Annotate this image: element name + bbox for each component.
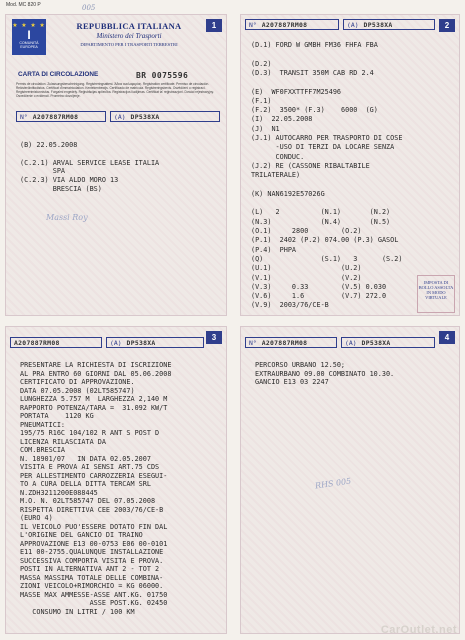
field-line: (F.2) 3500* (F.3) 6000 (G) — [251, 106, 378, 115]
box-label: N° — [20, 112, 28, 121]
plate-number: DP538XA — [363, 20, 393, 29]
multilingual-legend: Permis de circulation. Zulassungsbescheinigung. Registreringsattest. Άδεια κυκλοφορίας. Registration certificate. Permiso de circulación. Rekisteröintitodistus. Certificat d'immatriculation. Kentekenbewijs. Certificado de matrícula. Registreringsbevis. Osvědčení o registraci. Registreerimistunnistus. Forgalmi engedély. Reģistrācijas apliecība. Registracijos liudijimas. Ċertifikat ta' reġistrazzjoni. Dowód rejestracyjny. Osvedčenie o evidencii. Prometno dovoljenje. — [16, 82, 214, 99]
field-line: (V.9) 2003/76/CE-B — [251, 301, 329, 310]
box-label: (A) — [110, 338, 122, 347]
field-line: (C.2.1) ARVAL SERVICE LEASE ITALIA — [20, 159, 160, 167]
country-code: I — [27, 28, 31, 42]
panel-number-badge: 4 — [439, 331, 455, 344]
field-line: (C.2.3) VIA ALDO MORO 13 — [20, 176, 119, 184]
handwritten-signature: RHS 005 — [314, 476, 352, 491]
field-line: (P.1) 2402 (P.2) 074.00 (P.3) GASOL — [251, 236, 399, 245]
form-model-code: Mod. MC 820 P — [6, 2, 41, 8]
registration-number-box — [10, 337, 102, 348]
id-box-row — [10, 337, 208, 348]
field-line: (F.1) — [251, 96, 272, 105]
field-line: (O.1) 2800 (O.2) — [251, 227, 362, 235]
registration-number-box — [16, 111, 106, 122]
notes-text: PRESENTARE LA RICHIESTA DI ISCRIZIONE AL PRA ENTRO 60 GIORNI DAL 05.06.2008 CERTIFICATO DI APPROVAZIONE. DATA 07.05.2008 (02LT585747) LUNGHEZZA 5.757 M LARGHEZZA 2,140 M RAPPORTO POTENZA/TARA = 31.092 KW/T PORTATA 1120 KG PNEUMATICI: 195/75 R16C 104/102 R ANT S POST D LICENZA RILASCIATA DA COM.BRESCIA N. 18901/07 IN DATA 02.05.2007 VISITA E PROVA AI SENSI ART.75 CDS PER ALLESTIMENTO CARROZZERIA ESEGUI- TO A CURA DELLA DITTA TERCAM SRL N.ZDH3211200E088445 M.O. N. 02LT585747 DEL 07.05.2008 RISPETTA DIRETTIVA CEE 2003/76/CE-B (EURO 4) IL VEICOLO PUO'ESSERE DOTATO FIN DAL L'ORIGINE DEL GANCIO DI TRAINO APPROVAZIONE E13 00-0753 E06 00-0101 E11 00-2755.QUALUNQUE INSTALLAZIONE SUCCESSIVA COMPORTA VISITA E PROVA. POSTI IN ALTERNATIVA ANT 2 - TOT 2 MASSA MASSIMA TOTALE DELLE COMBINA- ZIONI VEICOLO+RIMORCHIO = KG 06000. MASSE MAX AMMESSE-ASSE ANT.KG. 01750 ASSE POST.KG. 02450 CONSUMO IN LITRI / 100 KM — [20, 361, 172, 616]
field-line: (D.2) — [251, 59, 272, 68]
box-label: (A) — [345, 338, 357, 347]
field-line: (L) 2 (N.1) (N.2) — [251, 208, 391, 217]
field-line: (D.3) TRANSIT 350M CAB RD 2.4 — [251, 68, 374, 77]
field-line: TRILATERALE) — [251, 171, 301, 180]
field-line: (P.4) PHPA — [251, 245, 297, 254]
notes-text: PERCORSO URBANO 12.50; EXTRAURBANO 09.00 COMBINATO 10.30. GANCIO E13 03 2247 — [255, 361, 395, 386]
plate-box — [106, 337, 204, 348]
registration-number: A207887RM08 — [261, 338, 308, 347]
document-title: CARTA DI CIRCOLAZIONE — [18, 71, 99, 78]
plate-number: DP538XA — [126, 338, 156, 347]
registration-number: A207887RM08 — [14, 338, 60, 347]
watermark: CarOutlet.net — [380, 624, 457, 636]
plate-box — [341, 337, 435, 348]
panel-number-badge: 3 — [206, 331, 222, 344]
field-line: (U.1) (U.2) — [251, 264, 362, 273]
field-line: (N.3) (N.4) (N.5) — [251, 217, 391, 226]
box-label: N° — [249, 20, 257, 29]
field-line: (J.1) AUTOCARRO PER TRASPORTO DI COSE — [251, 134, 403, 142]
id-box-row — [245, 19, 439, 30]
republic-title: REPUBBLICA ITALIANA — [76, 21, 182, 31]
plate-number: DP538XA — [130, 112, 160, 121]
panel-1 — [5, 14, 227, 316]
field-line: CONDUC. — [251, 152, 305, 161]
eu-label: COMUNITÀ EUROPEA — [19, 41, 39, 49]
field-line: SPA — [20, 167, 66, 175]
id-box-row — [245, 337, 439, 348]
field-line: -USO DI TERZI DA LOCARE SENZA — [251, 143, 395, 152]
card-number: BR 0075596 — [136, 71, 189, 80]
field-line: (V.6) 1.6 (V.7) 272.0 — [251, 292, 387, 301]
field-line: (V.3) 0.33 (V.5) 0.030 — [251, 282, 387, 291]
field-line: (I) 22.05.2008 — [251, 115, 313, 124]
handwritten-page-number: 005 — [82, 4, 96, 12]
panel-2 — [240, 14, 460, 316]
eu-flag-emblem — [12, 19, 46, 55]
panel-4 — [240, 326, 460, 634]
field-line: (Q) (S.1) 3 (S.2) — [251, 254, 403, 263]
box-label: N° — [249, 338, 257, 347]
registration-number: A207887RM08 — [32, 112, 79, 121]
registration-number-box — [245, 337, 337, 348]
plate-box — [110, 111, 220, 122]
handwritten-signature: Massi Roy — [46, 213, 88, 222]
plate-box — [343, 19, 435, 30]
field-line: (J) N1 — [251, 124, 280, 133]
box-label: (A) — [347, 20, 359, 29]
registration-number: A207887RM08 — [261, 20, 308, 29]
id-box-row — [16, 111, 224, 122]
eu-stars-icon: ★ ★ ★ ★ — [12, 23, 46, 29]
document-header — [54, 21, 204, 47]
plate-number: DP538XA — [361, 338, 391, 347]
field-line: (K) NAN6192E57026G — [251, 189, 325, 198]
ministry-title: Ministero dei Trasporti — [96, 32, 162, 40]
box-label: (A) — [114, 112, 126, 121]
registration-number-box — [245, 19, 339, 30]
field-line: (E) WF0FXXTTFF7M25496 — [251, 87, 342, 96]
panel-number-badge: 1 — [206, 19, 222, 32]
field-line: (D.1) FORD W GMBH FM36 FHFA FBA — [251, 41, 378, 49]
field-line: BRESCIA (BS) — [20, 185, 102, 193]
panel-number-badge: 2 — [439, 19, 455, 32]
panel-3 — [5, 326, 227, 634]
field-line: (V.1) (V.2) — [251, 273, 362, 282]
field-line: (B) 22.05.2008 — [20, 141, 78, 149]
department-title: DIPARTIMENTO PER I TRASPORTI TERRESTRI — [80, 42, 178, 47]
tax-stamp: IMPOSTA DI BOLLO ASSOLTA IN MODO VIRTUALE — [417, 275, 455, 313]
field-line: (J.2) RE (CASSONE RIBALTABILE — [251, 161, 370, 170]
